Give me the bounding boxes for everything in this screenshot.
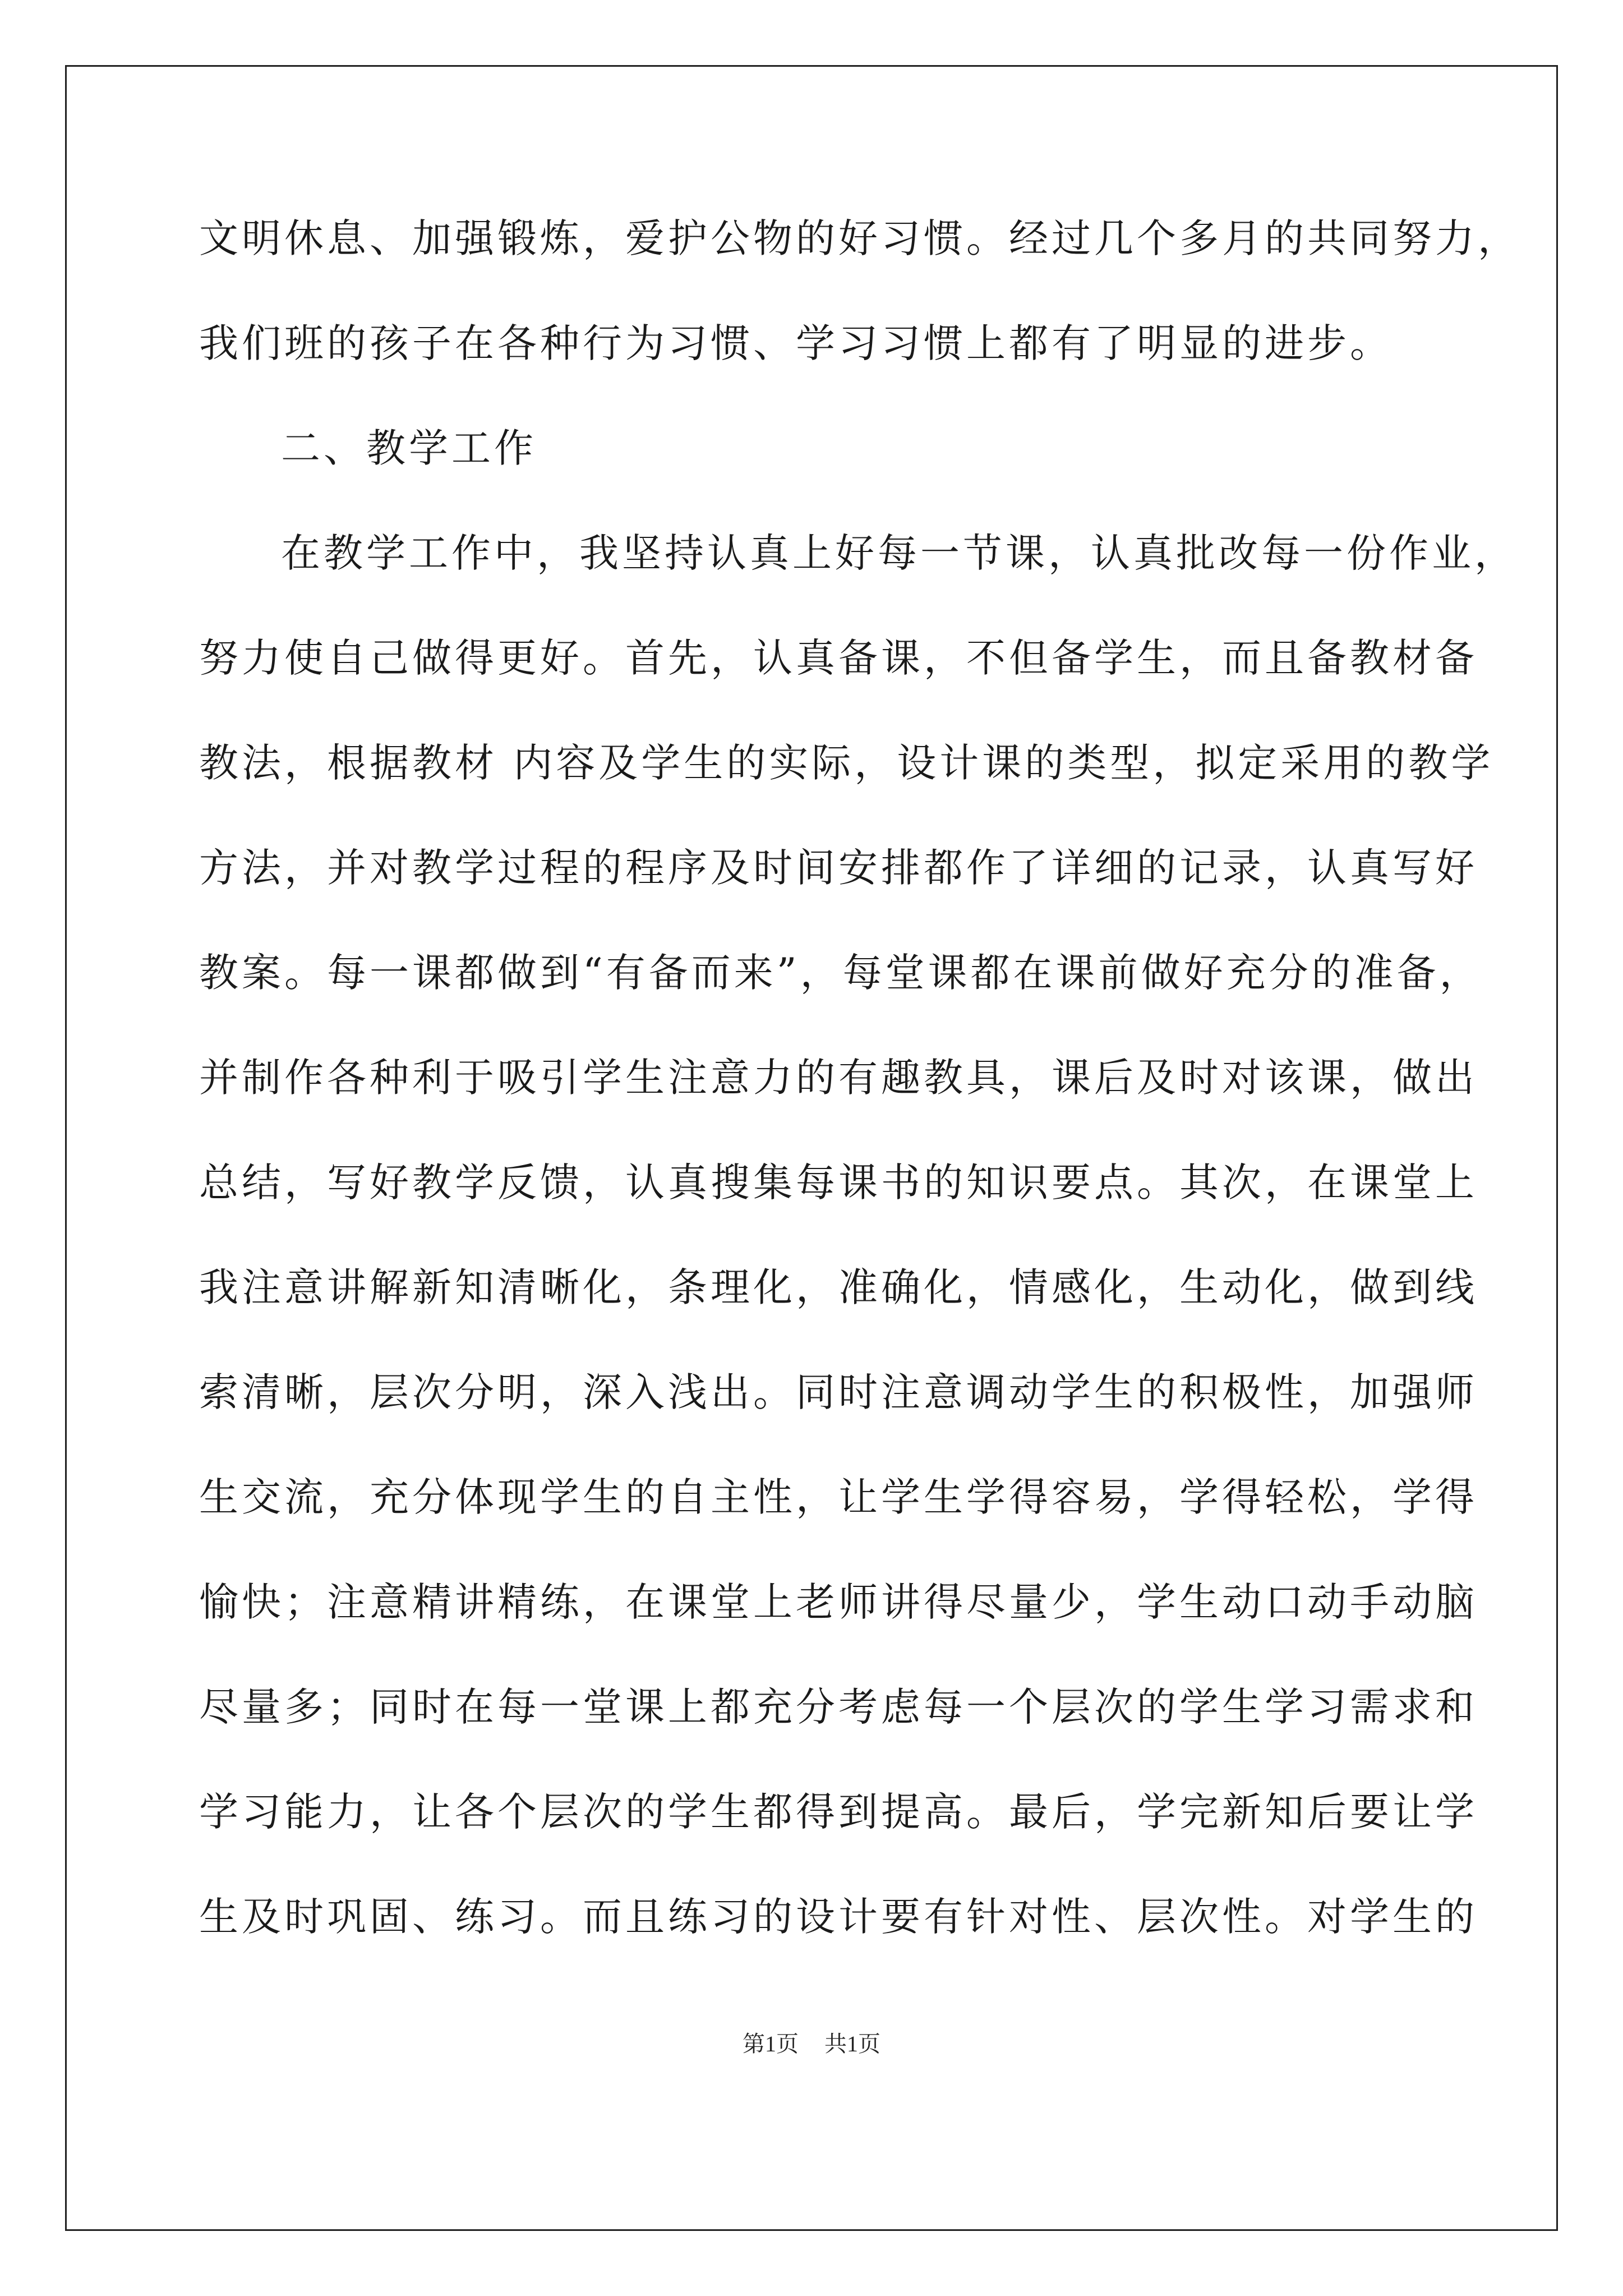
text-line: 文明休息、加强锻炼，爱护公物的好习惯。经过几个多月的共同努力， xyxy=(199,215,1520,261)
text-line: 索清晰，层次分明，深入浅出。同时注意调动学生的积极性，加强师 xyxy=(199,1369,1478,1415)
page-total: 共1页 xyxy=(824,2031,880,2056)
text-line: 努力使自己做得更好。首先，认真备课，不但备学生，而且备教材备 xyxy=(199,635,1478,681)
text-line: 总结，写好教学反馈，认真搜集每课书的知识要点。其次，在课堂上 xyxy=(199,1159,1478,1205)
text-line: 我注意讲解新知清晰化，条理化，准确化，情感化，生动化，做到线 xyxy=(199,1264,1478,1310)
text-line: 生及时巩固、练习。而且练习的设计要有针对性、层次性。对学生的 xyxy=(199,1894,1478,1940)
text-line: 我们班的孩子在各种行为习惯、学习习惯上都有了明显的进步。 xyxy=(199,320,1393,366)
text-line: 学习能力，让各个层次的学生都得到提高。最后，学完新知后要让学 xyxy=(199,1789,1478,1835)
page-footer xyxy=(0,2026,1623,2058)
document-body xyxy=(199,215,1520,2002)
text-line: 尽量多；同时在每一堂课上都充分考虑每一个层次的学生学习需求和 xyxy=(199,1684,1478,1730)
text-line: 教案。每一课都做到“有备而来”，每堂课都在课前做好充分的准备， xyxy=(199,950,1482,996)
text-line: 教法，根据教材 内容及学生的实际，设计课的类型，拟定采用的教学 xyxy=(199,740,1494,786)
text-line: 愉快；注意精讲精练，在课堂上老师讲得尽量少，学生动口动手动脑 xyxy=(199,1579,1478,1625)
page-number: 第1页 xyxy=(743,2031,799,2056)
text-line: 二、教学工作 xyxy=(281,425,537,471)
text-line: 在教学工作中，我坚持认真上好每一节课，认真批改每一份作业， xyxy=(281,530,1517,576)
text-line: 生交流，充分体现学生的自主性，让学生学得容易，学得轻松，学得 xyxy=(199,1474,1478,1520)
text-line: 并制作各种利于吸引学生注意力的有趣教具，课后及时对该课，做出 xyxy=(199,1055,1478,1101)
text-line: 方法，并对教学过程的程序及时间安排都作了详细的记录，认真写好 xyxy=(199,845,1478,891)
